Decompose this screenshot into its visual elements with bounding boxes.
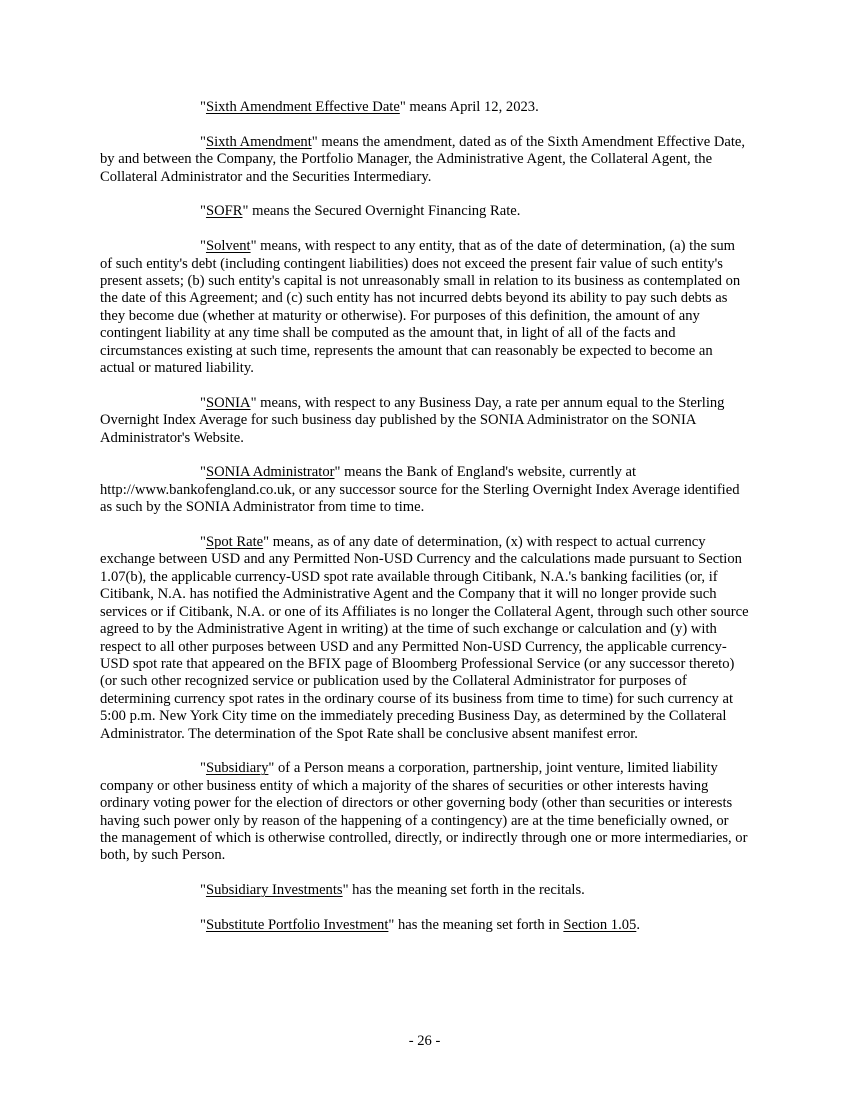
definition-text: " means the Secured Overnight Financing Rate.: [242, 203, 521, 220]
definition-subsidiary: "Subsidiary" of a Person means a corporation, partnership, joint venture, limited liability company or other business entity of which a majority of the shares of securities or other interests having ordinary voting power for the election of directors or other governing body (other than securities or interests having such power only by reason of the happening of a contingency) are at the time beneficially owned, or the management of which is otherwise controlled, directly, or indirectly through one or more intermediaries, or both, by such Person.: [100, 760, 748, 864]
defined-term: SONIA Administrator: [205, 464, 335, 481]
definition-subsidiary-investments: "Subsidiary Investments" has the meaning set forth in the recitals.: [200, 882, 585, 899]
definition-text: " means the Bank of England's website, currently at http://www.bankofengland.co.uk, or any successor source for the Sterling Overnight Index Average identified as such by the SONIA Administrator from time to time.: [100, 464, 740, 516]
definition-sonia-administrator: "SONIA Administrator" means the Bank of England's website, currently at http://www.bankofengland.co.uk, or any successor source for the Sterling Overnight Index Average identified as such by the SONIA Administrator from time to time.: [100, 464, 740, 516]
definition-text: " means April 12, 2023.: [399, 99, 539, 115]
definition-text: " means the amendment, dated as of the Sixth Amendment Effective Date, by and between the Company, the Portfolio Manager, the Administrative Agent, the Collateral Agent, the Collateral Administrator and the Securities Intermediary.: [100, 133, 746, 185]
definition-sixth-amendment: "Sixth Amendment" means the amendment, dated as of the Sixth Amendment Effective Date, by and between the Company, the Portfolio Manager, the Administrative Agent, the Collateral Agent, the Collateral Administrator and the Securities Intermediary.: [100, 133, 746, 185]
definition-substitute-portfolio-investment: "Substitute Portfolio Investment" has the meaning set forth in Section 1.05.: [200, 916, 640, 933]
definition-sixth-amendment-effective-date: "Sixth Amendment Effective Date" means April 12, 2023.: [200, 99, 539, 115]
definition-text: " has the meaning set forth in: [388, 916, 564, 933]
defined-term: Substitute Portfolio Investment: [205, 916, 389, 933]
page-number: - 26 -: [408, 1033, 441, 1049]
defined-term: Solvent: [205, 238, 251, 255]
defined-term: Spot Rate: [205, 534, 264, 551]
defined-term: SONIA: [205, 394, 251, 411]
section-cross-reference: Section 1.05: [563, 916, 637, 933]
defined-term: Subsidiary: [205, 760, 269, 777]
defined-term: SOFR: [205, 203, 243, 220]
definition-text: " has the meaning set forth in the recitals.: [342, 882, 585, 899]
definition-text-tail: .: [636, 916, 640, 933]
definition-solvent: "Solvent" means, with respect to any entity, that as of the date of determination, (a) the sum of such entity's debt (including contingent liabilities) does not exceed the present fair value of such entity's present assets; (b) such entity's capital is not unreasonably small in relation to its business as contemplated on the date of this Agreement; and (c) such entity has not incurred debts beyond its ability to pay such debts as they become due (whether at maturity or otherwise). For purposes of this definition, the amount of any contingent liability at any time shall be computed as the amount that, in light of all of the facts and circumstances existing at such time, represents the amount that can reasonably be expected to become an actual or matured liability.: [100, 238, 741, 377]
defined-term: Sixth Amendment Effective Date: [205, 99, 400, 115]
defined-term: Sixth Amendment: [205, 133, 312, 150]
definition-spot-rate: "Spot Rate" means, as of any date of determination, (x) with respect to actual currency exchange between USD and any Permitted Non-USD Currency and the calculations made pursuant to Section 1.07(b), the applicable currency-USD spot rate available through Citibank, N.A.'s banking facilities (or, if Citibank, N.A. has notified the Administrative Agent and the Company that it will no longer provide such services or if Citibank, N.A. or one of its Affiliates is no longer the Collateral Agent, through such other source agreed to by the Administrative Agent in writing) at the time of such exchange or calculation and (y) with respect to all other purposes between USD and any Permitted Non-USD Currency, the applicable currency-USD spot rate that appeared on the BFIX page of Bloomberg Professional Service (or any successor thereto) (or such other recognized service or publication used by the Collateral Administrator for purposes of determining currency spot rates in the ordinary course of its business from time to time) for such currency at 5:00 p.m. New York City time on the immediately preceding Business Day, as determined by the Collateral Administrator. The determination of the Spot Rate shall be conclusive absent manifest error.: [100, 534, 749, 742]
definition-sonia: "SONIA" means, with respect to any Business Day, a rate per annum equal to the Sterling Overnight Index Average for such business day published by the SONIA Administrator on the SONIA Administrator's Website.: [100, 394, 725, 446]
document-body: [100, 99, 749, 952]
definition-text: " of a Person means a corporation, partnership, joint venture, limited liability company or other business entity of which a majority of the shares of securities or other interests having ordinary voting power for the election of directors or other governing body (other than securities or interests having such power only by reason of the happening of a contingency) are at the time beneficially owned, or the management of which is otherwise controlled, directly, or indirectly through one or more intermediaries, or both, by such Person.: [100, 760, 748, 864]
definition-text: " means, as of any date of determination, (x) with respect to actual currency exchange between USD and any Permitted Non-USD Currency and the calculations made pursuant to Section 1.07(b), the applicable currency-USD spot rate available through Citibank, N.A.'s banking facilities (or, if Citibank, N.A. has notified the Administrative Agent and the Company that it will no longer provide such services or if Citibank, N.A. or one of its Affiliates is no longer the Collateral Agent, through such other source agreed to by the Administrative Agent in writing) at the time of such exchange or calculation and (y) with respect to all other purposes between USD and any Permitted Non-USD Currency, the applicable currency-USD spot rate that appeared on the BFIX page of Bloomberg Professional Service (or any successor thereto) (or such other recognized service or publication used by the Collateral Administrator for purposes of determining currency spot rates in the ordinary course of its business from time to time) for such currency at 5:00 p.m. New York City time on the immediately preceding Business Day, as determined by the Collateral Administrator. The determination of the Spot Rate shall be conclusive absent manifest error.: [100, 534, 749, 742]
defined-term: Subsidiary Investments: [205, 882, 343, 899]
definition-text: " means, with respect to any Business Day, a rate per annum equal to the Sterling Overnight Index Average for such business day published by the SONIA Administrator on the SONIA Administrator's Website.: [100, 394, 725, 446]
definition-sofr: "SOFR" means the Secured Overnight Financing Rate.: [200, 203, 521, 220]
definition-text: " means, with respect to any entity, that as of the date of determination, (a) the sum of such entity's debt (including contingent liabilities) does not exceed the present fair value of such entity's present assets; (b) such entity's capital is not unreasonably small in relation to its business as contemplated on the date of this Agreement; and (c) such entity has not incurred debts beyond its ability to pay such debts as they become due (whether at maturity or otherwise). For purposes of this definition, the amount of any contingent liability at any time shall be computed as the amount that, in light of all of the facts and circumstances existing at such time, represents the amount that can reasonably be expected to become an actual or matured liability.: [100, 238, 741, 377]
